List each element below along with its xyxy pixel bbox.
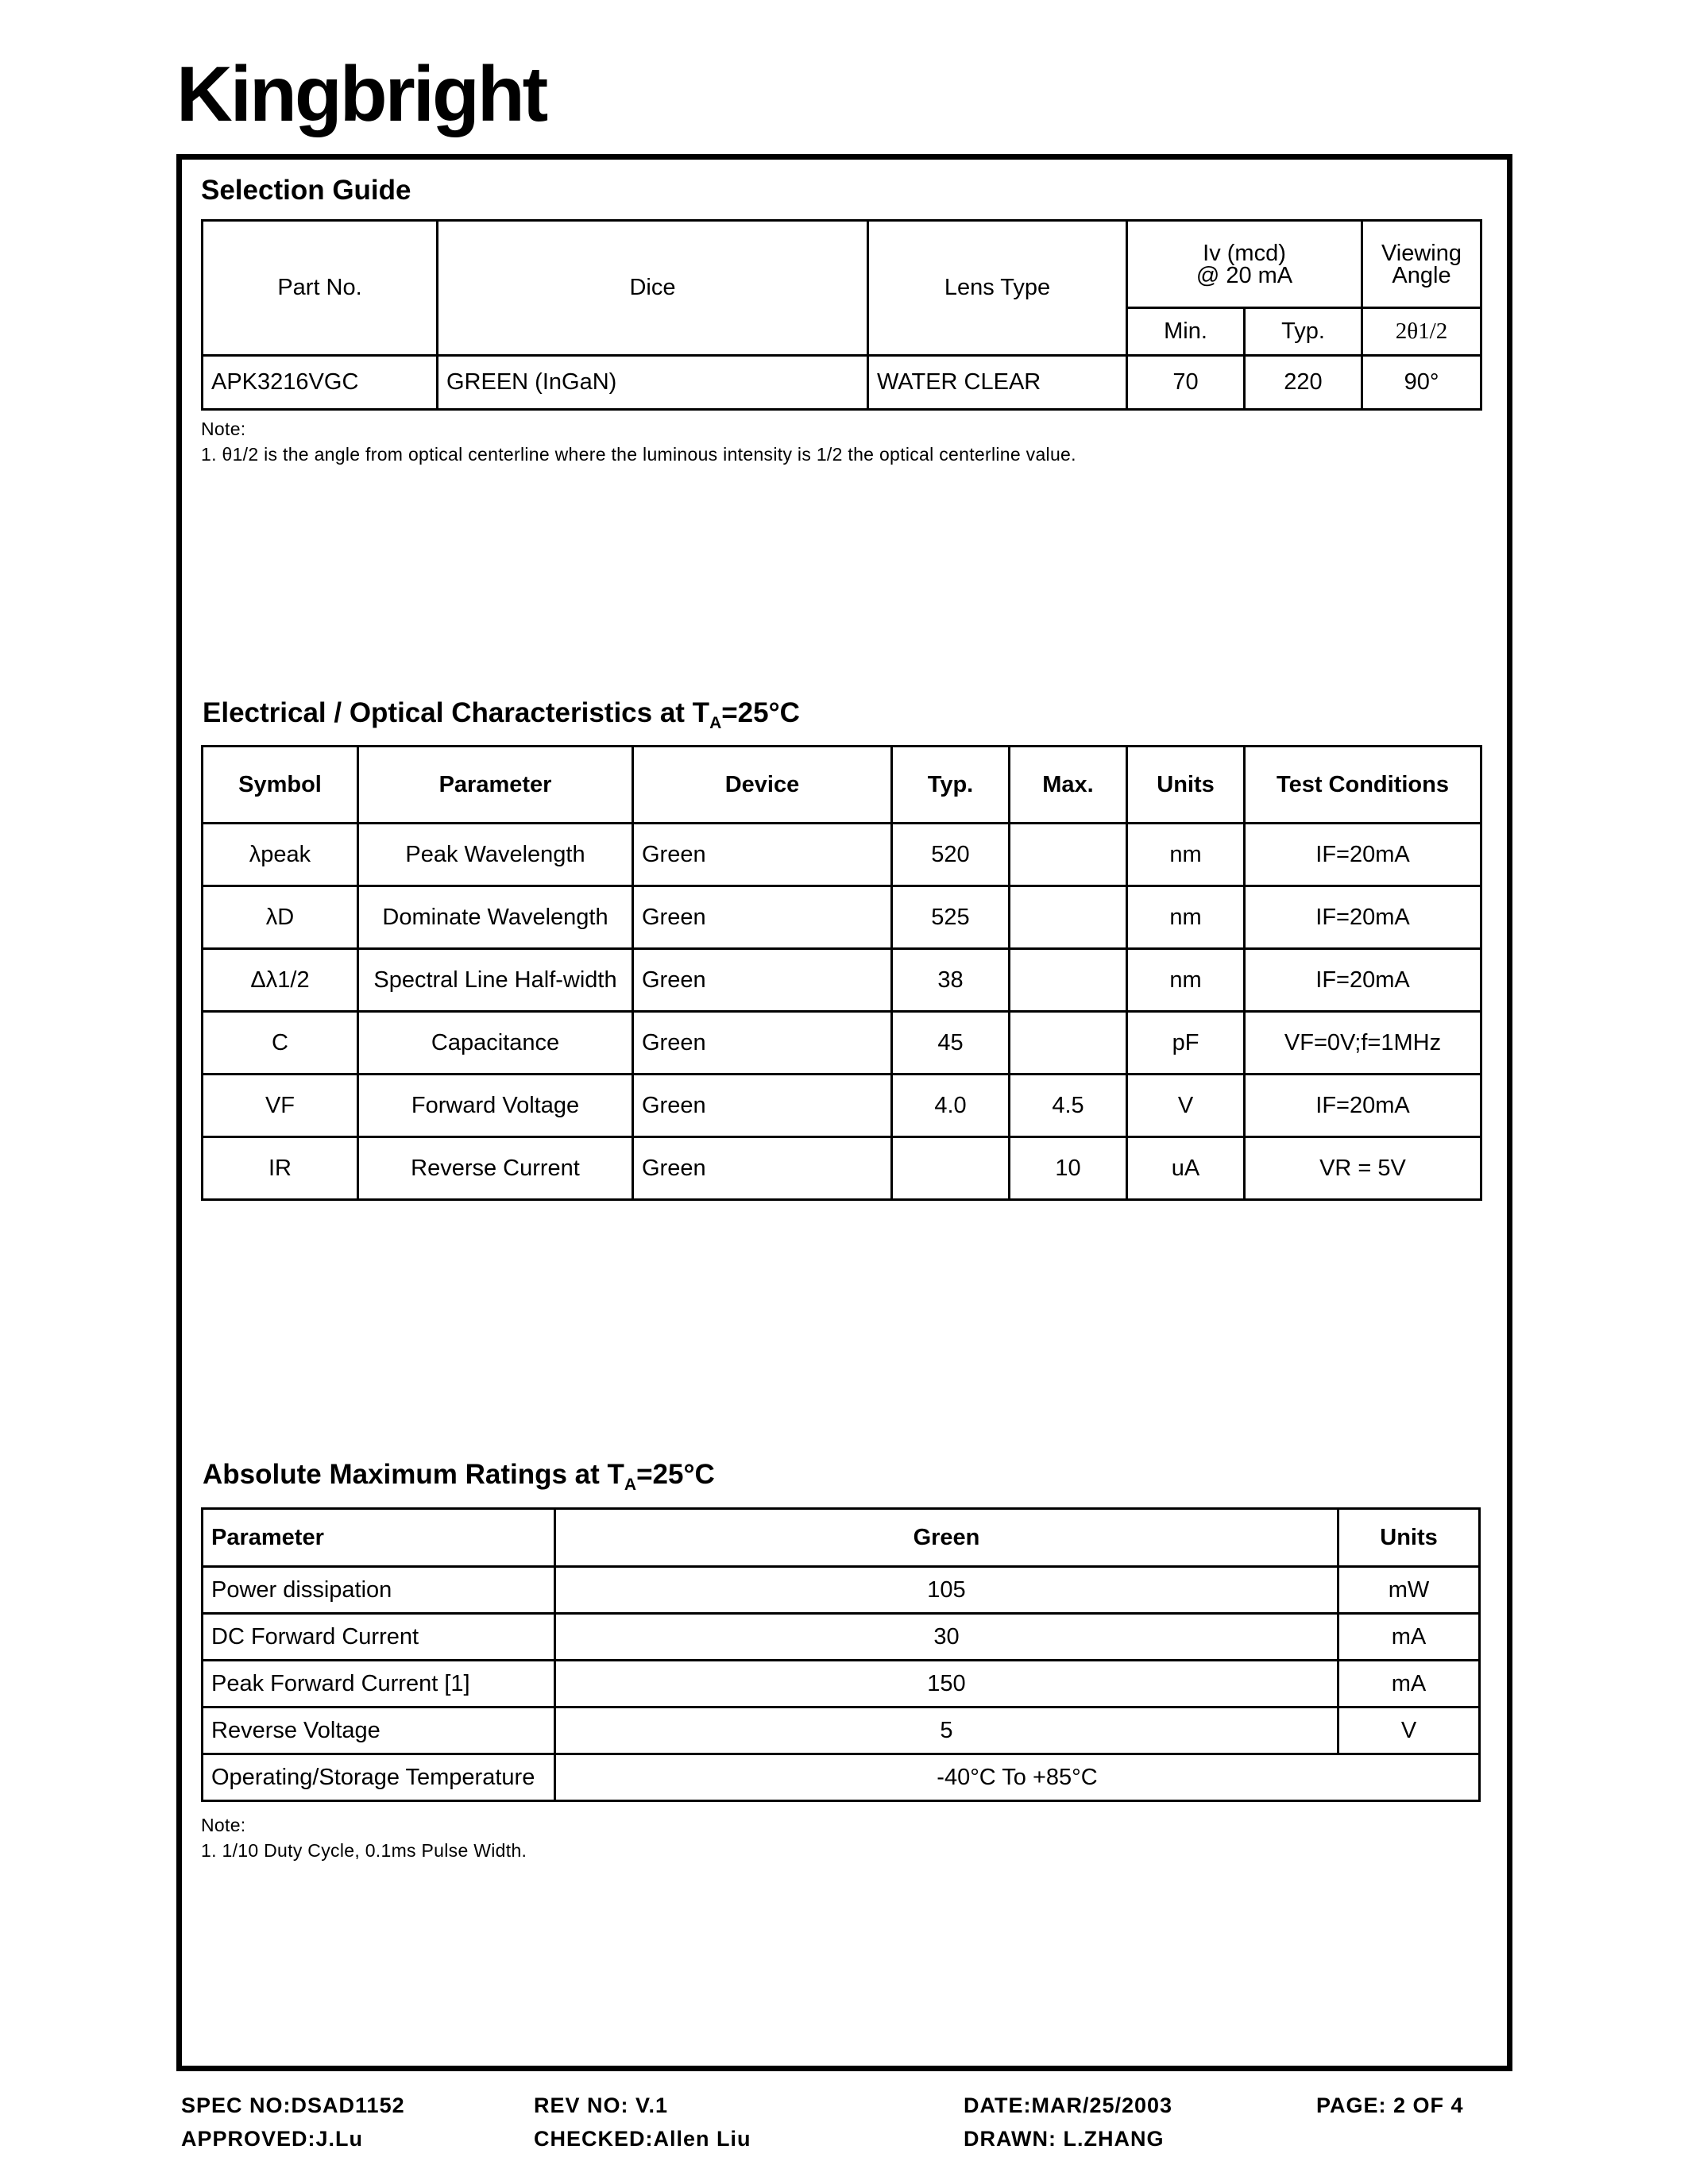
header-green: Green — [555, 1509, 1338, 1567]
selection-note — [201, 416, 1076, 467]
header-parameter: Parameter — [203, 1509, 555, 1567]
cell-conditions: IF=20mA — [1245, 824, 1481, 886]
footer-date: DATE:MAR/25/2003 — [964, 2093, 1173, 2117]
footer-spec-no: SPEC NO:DSAD1152 — [181, 2093, 405, 2117]
header-symbol: Symbol — [203, 747, 358, 824]
note-label: Note: — [201, 419, 246, 439]
note-text: 1. 1/10 Duty Cycle, 0.1ms Pulse Width. — [201, 1840, 527, 1861]
header-units: Units — [1338, 1509, 1480, 1567]
cell-units: nm — [1127, 824, 1245, 886]
header-viewing-angle — [1362, 221, 1481, 308]
cell-parameter: Operating/Storage Temperature — [203, 1754, 555, 1801]
header-max: Max. — [1010, 747, 1127, 824]
cell-typ: 525 — [892, 886, 1010, 949]
abs-max-header-row — [203, 1509, 1480, 1567]
cell-typ: 520 — [892, 824, 1010, 886]
table-row — [203, 1567, 1480, 1614]
cell-typ: 220 — [1245, 356, 1362, 410]
abs-max-title-suffix: =25°C — [636, 1459, 715, 1490]
abs-max-table — [201, 1507, 1481, 1802]
cell-parameter: Capacitance — [358, 1012, 633, 1075]
cell-min: 70 — [1127, 356, 1245, 410]
header-part-no: Part No. — [203, 221, 438, 356]
cell-typ: 38 — [892, 949, 1010, 1012]
cell-units: pF — [1127, 1012, 1245, 1075]
cell-symbol: Δλ1/2 — [203, 949, 358, 1012]
header-viewing-line1: Viewing — [1381, 240, 1462, 266]
cell-conditions: IF=20mA — [1245, 949, 1481, 1012]
header-iv — [1127, 221, 1362, 308]
table-row — [203, 1614, 1480, 1661]
header-typ: Typ. — [892, 747, 1010, 824]
abs-max-title — [203, 1459, 715, 1495]
cell-temperature-range: -40°C To +85°C — [555, 1754, 1480, 1801]
table-row — [203, 886, 1481, 949]
header-device: Device — [633, 747, 892, 824]
header-iv-line1: Iv (mcd) — [1203, 240, 1286, 266]
kingbright-logo: Kingbright — [176, 50, 547, 137]
cell-device: Green — [633, 824, 892, 886]
cell-conditions: VR = 5V — [1245, 1137, 1481, 1200]
header-iv-line2: @ 20 mA — [1196, 262, 1293, 288]
cell-units: mW — [1338, 1567, 1480, 1614]
header-viewing-line2: Angle — [1392, 262, 1451, 288]
cell-device: Green — [633, 1075, 892, 1137]
header-test-conditions: Test Conditions — [1245, 747, 1481, 824]
footer-checked: CHECKED:Allen Liu — [534, 2127, 751, 2151]
footer-approved: APPROVED:J.Lu — [181, 2127, 364, 2151]
cell-symbol: λD — [203, 886, 358, 949]
cell-symbol: λpeak — [203, 824, 358, 886]
cell-green: 105 — [555, 1567, 1338, 1614]
cell-parameter: Spectral Line Half-width — [358, 949, 633, 1012]
cell-units: uA — [1127, 1137, 1245, 1200]
header-typ: Typ. — [1245, 308, 1362, 356]
cell-part-no: APK3216VGC — [203, 356, 438, 410]
cell-device: Green — [633, 1012, 892, 1075]
note-text: 1. θ1/2 is the angle from optical centerline where the luminous intensity is 1/2 the optical centerline value. — [201, 444, 1076, 465]
selection-guide-title: Selection Guide — [201, 175, 411, 206]
cell-parameter: Peak Wavelength — [358, 824, 633, 886]
table-row — [203, 1707, 1480, 1754]
cell-units: mA — [1338, 1614, 1480, 1661]
cell-typ: 45 — [892, 1012, 1010, 1075]
cell-symbol: VF — [203, 1075, 358, 1137]
cell-green: 5 — [555, 1707, 1338, 1754]
table-row — [203, 1754, 1480, 1801]
table-row — [203, 1137, 1481, 1200]
cell-angle: 90° — [1362, 356, 1481, 410]
electrical-title-prefix: Electrical / Optical Characteristics at T — [203, 697, 710, 728]
cell-parameter: Forward Voltage — [358, 1075, 633, 1137]
abs-max-title-prefix: Absolute Maximum Ratings at T — [203, 1459, 624, 1490]
table-row — [203, 1661, 1480, 1707]
cell-parameter: Peak Forward Current [1] — [203, 1661, 555, 1707]
cell-parameter: Power dissipation — [203, 1567, 555, 1614]
cell-symbol: C — [203, 1012, 358, 1075]
cell-units: nm — [1127, 886, 1245, 949]
cell-lens-type: WATER CLEAR — [868, 356, 1127, 410]
cell-device: Green — [633, 949, 892, 1012]
footer-page: PAGE: 2 OF 4 — [1316, 2093, 1464, 2117]
cell-green: 150 — [555, 1661, 1338, 1707]
selection-header-row — [203, 221, 1481, 308]
cell-parameter: Dominate Wavelength — [358, 886, 633, 949]
table-row — [203, 356, 1481, 410]
abs-max-note — [201, 1812, 527, 1863]
selection-guide-table — [201, 219, 1482, 411]
cell-conditions: IF=20mA — [1245, 1075, 1481, 1137]
cell-conditions: VF=0V;f=1MHz — [1245, 1012, 1481, 1075]
abs-max-title-sub: A — [624, 1476, 637, 1494]
cell-parameter: DC Forward Current — [203, 1614, 555, 1661]
cell-units: V — [1127, 1075, 1245, 1137]
electrical-title-sub: A — [709, 714, 722, 732]
cell-max — [1010, 949, 1127, 1012]
cell-max: 4.5 — [1010, 1075, 1127, 1137]
table-row — [203, 1012, 1481, 1075]
table-row — [203, 824, 1481, 886]
cell-max: 10 — [1010, 1137, 1127, 1200]
header-parameter: Parameter — [358, 747, 633, 824]
header-units: Units — [1127, 747, 1245, 824]
cell-max — [1010, 886, 1127, 949]
header-lens-type: Lens Type — [868, 221, 1127, 356]
cell-units: V — [1338, 1707, 1480, 1754]
table-row — [203, 1075, 1481, 1137]
cell-green: 30 — [555, 1614, 1338, 1661]
cell-typ: 4.0 — [892, 1075, 1010, 1137]
cell-device: Green — [633, 886, 892, 949]
cell-symbol: IR — [203, 1137, 358, 1200]
electrical-title — [203, 697, 800, 733]
cell-parameter: Reverse Voltage — [203, 1707, 555, 1754]
cell-units: nm — [1127, 949, 1245, 1012]
electrical-table — [201, 745, 1482, 1201]
cell-max — [1010, 824, 1127, 886]
cell-units: mA — [1338, 1661, 1480, 1707]
cell-conditions: IF=20mA — [1245, 886, 1481, 949]
cell-typ — [892, 1137, 1010, 1200]
cell-device: Green — [633, 1137, 892, 1200]
table-row — [203, 949, 1481, 1012]
footer-drawn: DRAWN: L.ZHANG — [964, 2127, 1165, 2151]
header-min: Min. — [1127, 308, 1245, 356]
note-label: Note: — [201, 1815, 246, 1835]
footer-rev-no: REV NO: V.1 — [534, 2093, 669, 2117]
header-angle-symbol: 2θ1/2 — [1362, 308, 1481, 356]
cell-dice: GREEN (InGaN) — [438, 356, 868, 410]
electrical-header-row — [203, 747, 1481, 824]
header-dice: Dice — [438, 221, 868, 356]
cell-max — [1010, 1012, 1127, 1075]
electrical-title-suffix: =25°C — [721, 697, 800, 728]
cell-parameter: Reverse Current — [358, 1137, 633, 1200]
